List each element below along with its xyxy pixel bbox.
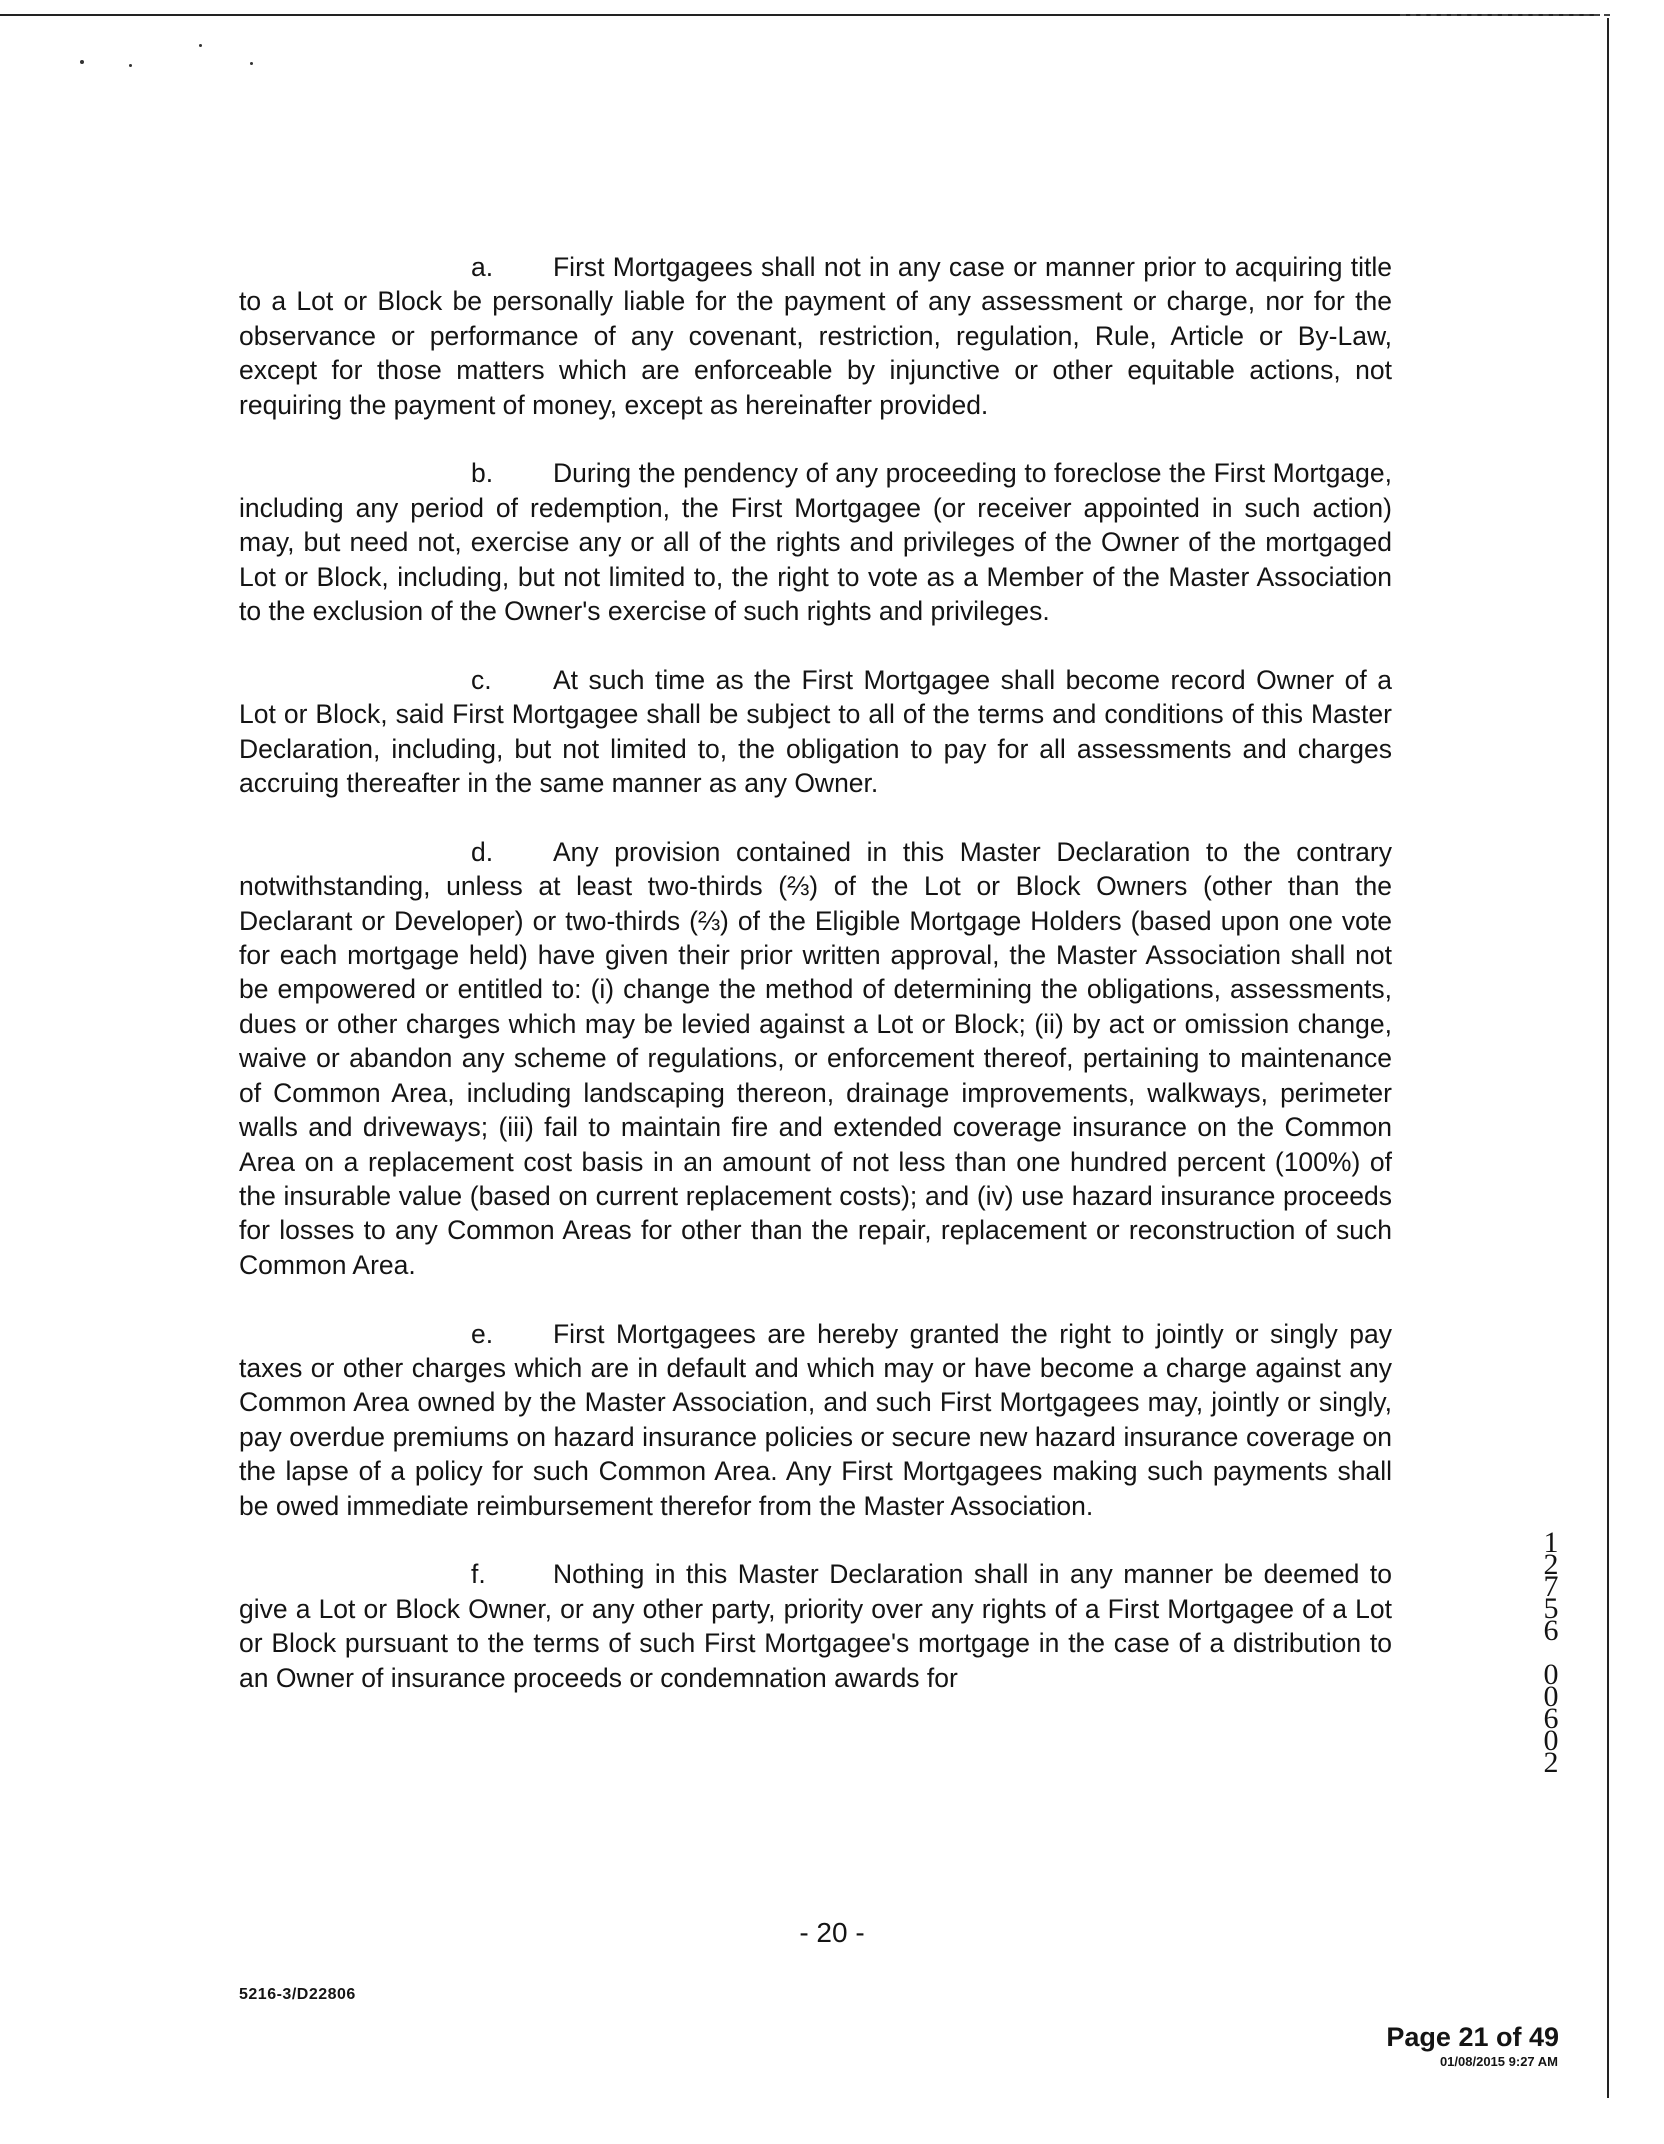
paragraph-d bbox=[239, 835, 1392, 1282]
paragraph-text: First Mortgagees are hereby granted the right to jointly or singly pay taxes or other charges which are in default and which may or have become a charge against any Common Area owned by the Master Association, and such First Mortgagees may, jointly or singly, pay overdue premiums on hazard insurance policies or secure new hazard insurance coverage on the lapse of a policy for such Common Area. Any First Mortgagees making such payments shall be owed immediate reimbursement therefor from the Master Association. bbox=[239, 1318, 1392, 1521]
margin-record-number: 1 2 7 5 6 0 0 6 0 2 bbox=[1543, 1526, 1559, 1779]
paragraph-c bbox=[239, 663, 1392, 801]
scan-speck bbox=[199, 44, 202, 47]
paragraph-a bbox=[239, 250, 1392, 422]
paragraph-text: Any provision contained in this Master Declaration to the contrary notwithstanding, unless at least two-thirds (⅔) of the Lot or Block Owners (other than the Declarant or Developer) or two-thirds (⅔) of the Eligible Mortgage Holders (based upon one vote for each mortgage held) have given their prior written approval, the Master Association shall not be empowered or entitled to: (i) change the method of determining the obligations, assessments, dues or other charges which may be levied against a Lot or Block; (ii) by act or omission change, waive or abandon any scheme of regulations, or enforcement thereof, pertaining to maintenance of Common Area, including landscaping thereon, drainage improvements, walkways, perimeter walls and driveways; (iii) fail to maintain fire and extended coverage insurance on the Common Area on a replacement cost basis in an amount of not less than one hundred percent (100%) of the insurable value (based on current replacement costs); and (iv) use hazard insurance proceeds for losses to any Common Areas for other than the repair, replacement or reconstruction of such Common Area. bbox=[239, 836, 1392, 1280]
document-body bbox=[239, 250, 1392, 1729]
paragraph-marker: a. bbox=[471, 252, 494, 282]
paragraph-f bbox=[239, 1557, 1392, 1695]
paragraph-text: At such time as the First Mortgagee shall become record Owner of a Lot or Block, said First Mortgagee shall be subject to all of the terms and conditions of this Master Declaration, including, but not limited to, the obligation to pay for all assessments and charges accruing thereafter in the same manner as any Owner. bbox=[239, 664, 1392, 799]
page-number: - 20 - bbox=[799, 1917, 865, 1948]
paragraph-e bbox=[239, 1317, 1392, 1523]
paragraph-b bbox=[239, 456, 1392, 628]
paragraph-text: First Mortgagees shall not in any case or manner prior to acquiring title to a Lot or Block be personally liable for the payment of any assessment or charge, nor for the observance or performance of any covenant, restriction, regulation, Rule, Article or By-Law, except for those matters which are enforceable by injunctive or other equitable actions, not requiring the payment of money, except as hereinafter provided. bbox=[239, 252, 1392, 420]
paragraph-text: Nothing in this Master Declaration shall in any manner be deemed to give a Lot or Block Owner, or any other party, priority over any rights of a First Mortgagee of a Lot or Block pursuant to the terms of such First Mortgagee's mortgage in the case of a distribution to an Owner of insurance proceeds or condemnation awards for bbox=[239, 1559, 1392, 1693]
top-border-dash bbox=[1400, 14, 1610, 16]
scan-speck bbox=[80, 60, 84, 64]
scan-speck bbox=[250, 62, 253, 65]
paragraph-marker: f. bbox=[471, 1559, 486, 1590]
paragraph-marker: d. bbox=[471, 836, 494, 867]
top-border-line bbox=[0, 14, 1600, 16]
paragraph-marker: e. bbox=[471, 1318, 494, 1349]
right-border-line bbox=[1607, 18, 1609, 2098]
document-code: 5216-3/D22806 bbox=[239, 1986, 356, 2003]
print-timestamp: 01/08/2015 9:27 AM bbox=[1439, 2054, 1558, 2069]
paragraph-marker: b. bbox=[471, 458, 494, 489]
paragraph-text: During the pendency of any proceeding to foreclose the First Mortgage, including any period of redemption, the First Mortgagee (or receiver appointed in such action) may, but need not, exercise any or all of the rights and privileges of the Owner of the mortgaged Lot or Block, including, but not limited to, the right to vote as a Member of the Master Association to the exclusion of the Owner's exercise of such rights and privileges. bbox=[239, 458, 1392, 627]
scan-speck bbox=[129, 64, 132, 67]
paragraph-marker: c. bbox=[471, 664, 492, 695]
page-of-count: Page 21 of 49 bbox=[1386, 2022, 1559, 2052]
